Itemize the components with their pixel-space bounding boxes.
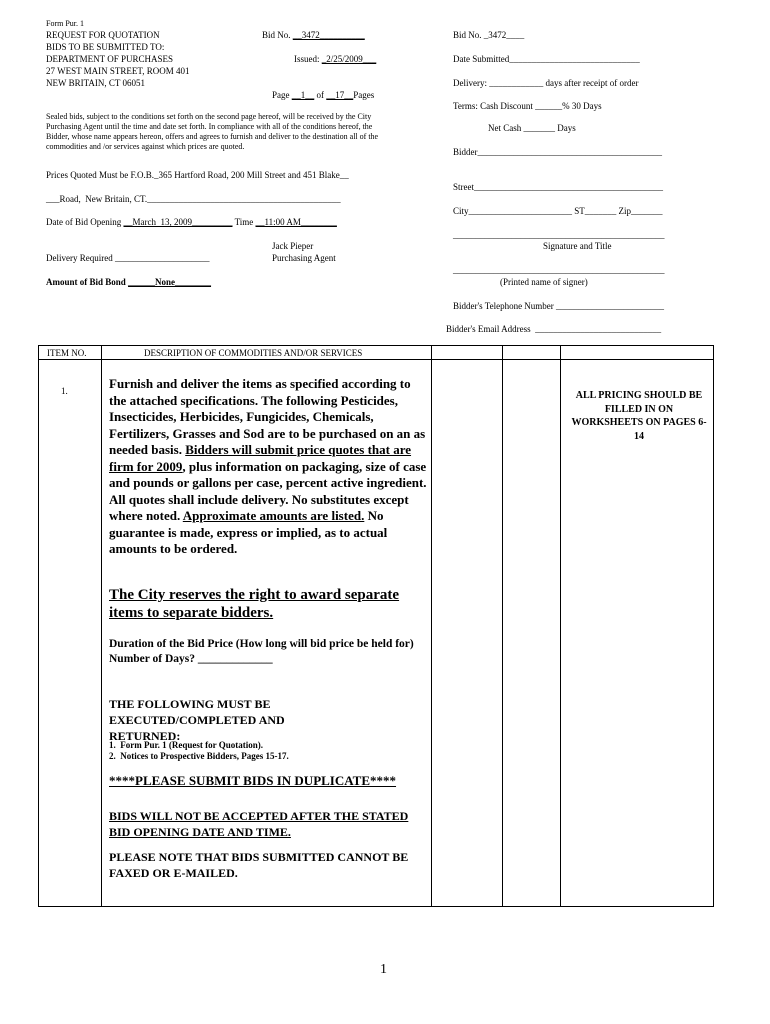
signature-line[interactable]: _______________________________________________ (453, 230, 665, 240)
page-total: __17__ (326, 90, 354, 100)
col-description-header: DESCRIPTION OF COMMODITIES AND/OR SERVICES (144, 348, 363, 358)
issued-date (294, 54, 376, 65)
delivery-required: Delivery Required _____________________ (46, 253, 210, 263)
page-number: 1 (380, 962, 387, 977)
item-number: 1. (61, 386, 68, 396)
table-bottom-border (38, 906, 714, 907)
form-subtitle: BIDS TO BE SUBMITTED TO: (46, 42, 165, 52)
table-col-line (560, 345, 561, 907)
table-col-line (713, 345, 714, 907)
telephone-field[interactable]: Bidder's Telephone Number ________________________ (453, 301, 665, 311)
fob-line-2: ___Road, New Britain, CT.___________________________________________ (46, 194, 341, 204)
delivery-days-field[interactable]: Delivery: ____________ days after receipt of order (453, 78, 639, 88)
table-col-line (431, 345, 432, 907)
page-label: Page (272, 90, 292, 100)
page-count (272, 90, 374, 101)
table-col-line (101, 345, 102, 907)
description-text: , plus information on packaging, size of case and pounds or gallons per case, percent active ingredient. All quotes shall include delivery. No substitutes except where noted. (109, 458, 427, 523)
page-value: __1__ (291, 90, 315, 100)
table-col-line (502, 345, 503, 907)
sealed-bids-notice: Sealed bids, subject to the conditions set forth on the second page hereof, will be received by the City Purchasing Agent until the time and date set forth. In compliance with all of the conditions hereof, the Bidder, whose name appears hereon, offers and agrees to furnish and deliver to the destination all of the commodities and /or services against which prices are quoted. (46, 112, 379, 151)
description-text: No guarantee is made, express or implied, as to actual amounts to be ordered. (109, 508, 388, 556)
email-field[interactable]: Bidder's Email Address ____________________________ (446, 324, 662, 334)
description-approx-amounts: Approximate amounts are listed. (182, 508, 365, 523)
pricing-worksheet-note: ALL PRICING SHOULD BE FILLED IN ON WORKSHEETS ON PAGES 6-14 (571, 390, 707, 442)
table-header-border (38, 359, 714, 360)
city-state-zip-field[interactable]: City_______________________ ST_______ Zip_______ (453, 206, 663, 216)
department-street: 27 WEST MAIN STREET, ROOM 401 (46, 66, 190, 76)
page-of: of (314, 90, 327, 100)
bid-bond (46, 277, 211, 288)
agent-title: Purchasing Agent (272, 253, 336, 263)
issued-value: _2/25/2009___ (321, 54, 377, 64)
agent-name: Jack Pieper (272, 241, 314, 251)
description-text: Furnish and deliver the items as specified according to the attached specifications. The following Pesticides, Insecticides, Herbicides, Fungicides, Chemicals, Fertilizers, Grasses and Sod are to be purchased on an as needed basis. (109, 376, 426, 457)
bid-opening-time: __11:00 AM________ (255, 217, 337, 227)
department-city: NEW BRITAIN, CT 06051 (46, 78, 145, 88)
bid-bond-value: ______None________ (128, 277, 212, 287)
department-name: DEPARTMENT OF PURCHASES (46, 54, 173, 64)
description-firm-quote: Bidders will submit price quotes that are firm for 2009 (109, 442, 412, 474)
issued-label: Issued: (294, 54, 322, 64)
right-bid-number: Bid No. _3472____ (453, 30, 525, 40)
col-item-header: ITEM NO. (47, 348, 87, 358)
street-field[interactable]: Street__________________________________________ (453, 182, 663, 192)
bid-number (262, 30, 365, 41)
bid-opening-date: __March 13, 2009_________ (123, 217, 233, 227)
table-col-line (38, 345, 39, 907)
deadline-notice: BIDS WILL NOT BE ACCEPTED AFTER THE STATED BID OPENING DATE AND TIME. (109, 809, 409, 839)
fob-line-1: Prices Quoted Must be F.O.B._365 Hartford Road, 200 Mill Street and 451 Blake__ (46, 170, 349, 180)
bid-opening-label: Date of Bid Opening (46, 217, 124, 227)
duplicate-notice: ****PLEASE SUBMIT BIDS IN DUPLICATE**** (109, 773, 397, 788)
no-fax-notice: PLEASE NOTE THAT BIDS SUBMITTED CANNOT BE FAXED OR E-MAILED. (109, 850, 409, 880)
bid-bond-label: Amount of Bid Bond (46, 277, 129, 287)
form-title: REQUEST FOR QUOTATION (46, 30, 160, 40)
bid-opening (46, 217, 337, 228)
bid-number-value: __3472__________ (292, 30, 365, 40)
duration-question: Duration of the Bid Price (How long will bid price be held for) Number of Days? _____________ (109, 638, 414, 665)
required-doc-2: 2. Notices to Prospective Bidders, Pages 15-17. (109, 751, 289, 761)
bid-opening-time-label: Time (232, 217, 256, 227)
signature-label: Signature and Title (543, 241, 612, 251)
printed-name-line[interactable]: _______________________________________________ (453, 265, 665, 275)
bidder-field[interactable]: Bidder_________________________________________ (453, 147, 662, 157)
bid-number-label: Bid No. (262, 30, 293, 40)
net-cash-field[interactable]: Net Cash _______ Days (488, 123, 576, 133)
pages-label: Pages (353, 90, 375, 100)
printed-name-label: (Printed name of signer) (500, 277, 588, 287)
form-id: Form Pur. 1 (46, 19, 85, 28)
required-doc-1: 1. Form Pur. 1 (Request for Quotation). (109, 740, 263, 750)
item-description (109, 376, 427, 558)
table-top-border (38, 345, 714, 346)
terms-cash-discount-field[interactable]: Terms: Cash Discount ______% 30 Days (453, 101, 602, 111)
date-submitted-field[interactable]: Date Submitted_____________________________ (453, 54, 640, 64)
must-return-heading: THE FOLLOWING MUST BE EXECUTED/COMPLETED AND RETURNED: (109, 697, 285, 743)
award-notice: The City reserves the right to award separate items to separate bidders. (109, 587, 400, 621)
